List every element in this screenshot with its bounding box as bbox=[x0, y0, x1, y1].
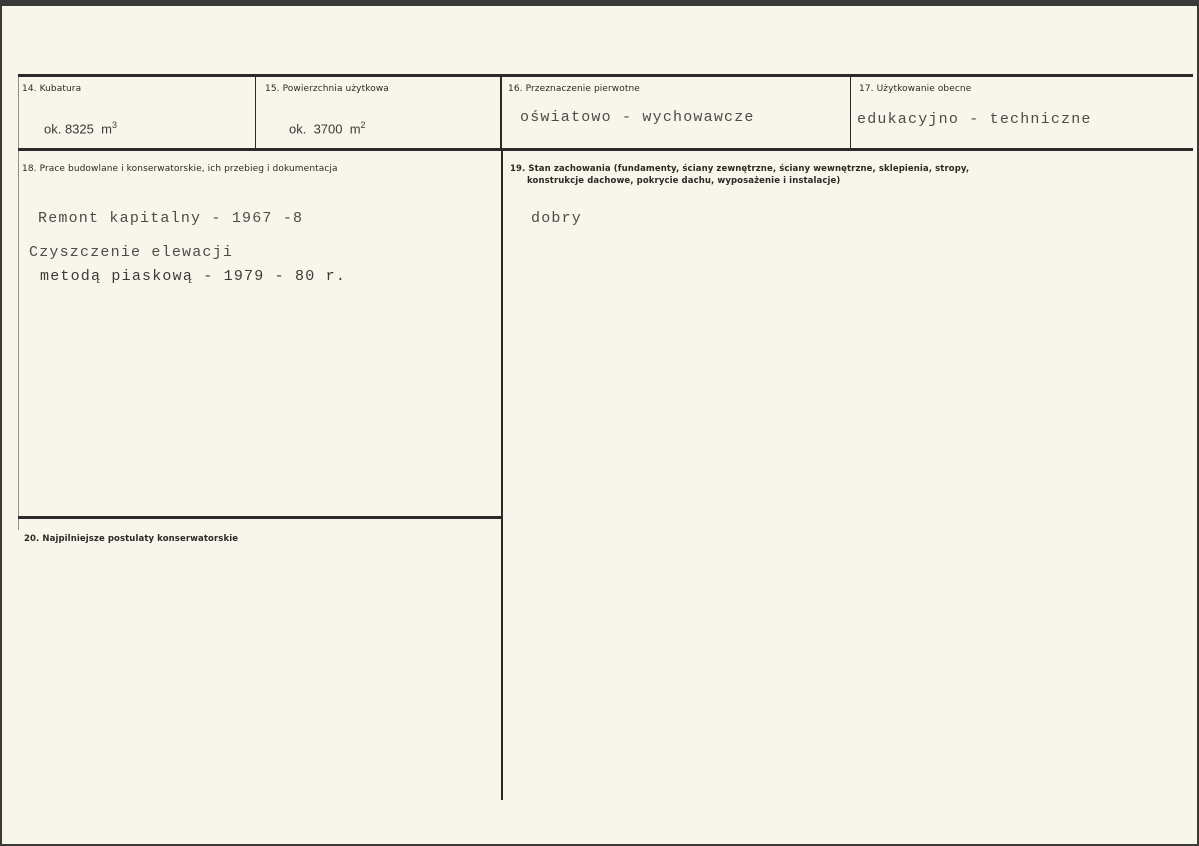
row1-bottom-rule bbox=[18, 148, 1193, 151]
field-14-value bbox=[44, 120, 117, 136]
field-16-value: oświatowo - wychowawcze bbox=[520, 109, 755, 126]
top-rule bbox=[18, 74, 1193, 77]
divider-16-17 bbox=[850, 76, 851, 149]
field-18-line-3: metodą piaskową - 1979 - 80 r. bbox=[40, 268, 347, 285]
field-19-value: dobry bbox=[531, 210, 583, 227]
left-border bbox=[18, 76, 19, 530]
field20-top-rule bbox=[18, 516, 502, 519]
field-20-label: 20. Najpilniejsze postulaty konserwatorskie bbox=[24, 534, 239, 544]
field-15-label: 15. Powierzchnia użytkowa bbox=[265, 84, 389, 94]
divider-main bbox=[501, 150, 503, 800]
field-14-label: 14. Kubatura bbox=[22, 84, 82, 94]
field-19-label-line-2: konstrukcje dachowe, pokrycie dachu, wyposażenie i instalacje) bbox=[527, 176, 841, 186]
field-14-value-unit-exponent: 3 bbox=[111, 120, 117, 130]
field-17-value: edukacyjno - techniczne bbox=[857, 111, 1092, 128]
divider-15-16 bbox=[500, 76, 502, 149]
field-15-value bbox=[289, 120, 366, 136]
field-14-value-text: ok. 8325 m bbox=[44, 121, 112, 137]
field-16-label: 16. Przeznaczenie pierwotne bbox=[508, 84, 640, 94]
field-17-label: 17. Użytkowanie obecne bbox=[859, 84, 972, 94]
field-19-label-line-1: 19. Stan zachowania (fundamenty, ściany zewnętrzne, ściany wewnętrzne, sklepienia, stropy, bbox=[510, 164, 970, 174]
field-15-value-text: ok. 3700 m bbox=[289, 121, 361, 137]
divider-14-15 bbox=[255, 76, 256, 149]
field-18-line-2: Czyszczenie elewacji bbox=[29, 244, 234, 261]
field-18-label: 18. Prace budowlane i konserwatorskie, ich przebieg i dokumentacja bbox=[22, 164, 338, 174]
field-18-line-1: Remont kapitalny - 1967 -8 bbox=[38, 210, 304, 227]
field-15-value-unit-exponent: 2 bbox=[360, 120, 366, 130]
record-card bbox=[2, 6, 1197, 844]
